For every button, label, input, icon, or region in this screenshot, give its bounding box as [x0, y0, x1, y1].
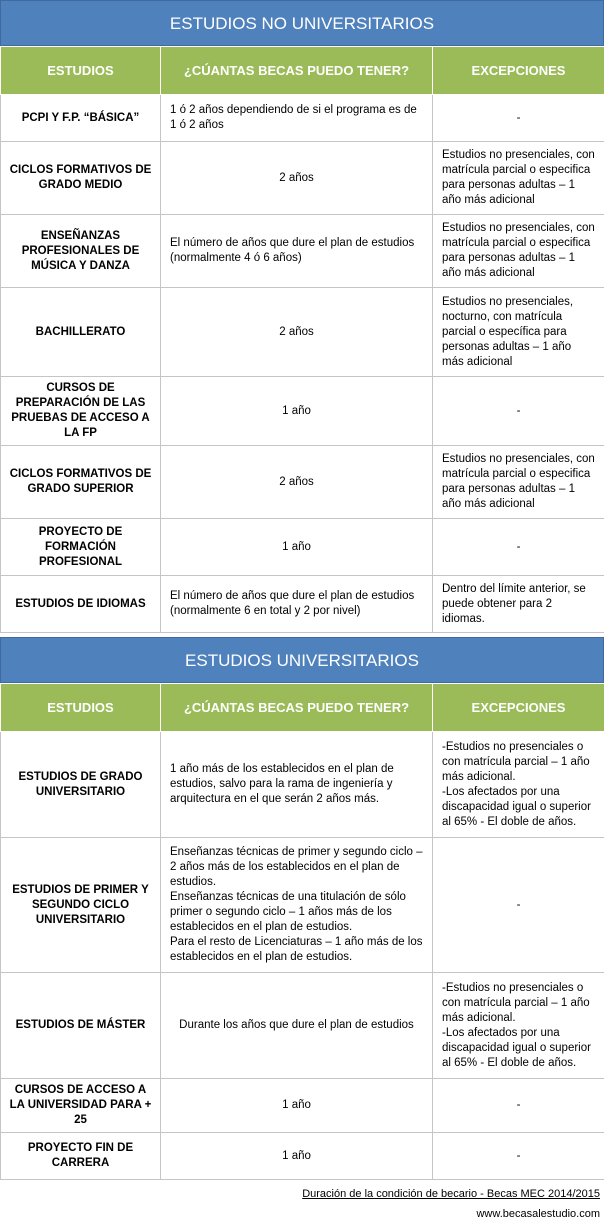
- excepciones-cell: -: [433, 377, 604, 446]
- becas-cell: 1 año: [161, 519, 433, 576]
- footer-caption: Duración de la condición de becario - Becas MEC 2014/2015: [302, 1188, 600, 1200]
- footer: [0, 1180, 604, 1228]
- excepciones-cell: Estudios no presenciales, con matrícula parcial o especifica para personas adultas – 1 año más adicional: [433, 215, 604, 288]
- table-row: [1, 732, 604, 838]
- table-row: [1, 215, 604, 288]
- estudio-cell: CURSOS DE PREPARACIÓN DE LAS PRUEBAS DE ACCESO A LA FP: [1, 377, 161, 446]
- becas-cell: 2 años: [161, 288, 433, 377]
- estudio-cell: BACHILLERATO: [1, 288, 161, 377]
- table-row: [1, 446, 604, 519]
- estudio-cell: PROYECTO DE FORMACIÓN PROFESIONAL: [1, 519, 161, 576]
- excepciones-cell: Estudios no presenciales, nocturno, con matrícula parcial o específica para personas adultas – 1 año más adicional: [433, 288, 604, 377]
- estudio-cell: ESTUDIOS DE MÁSTER: [1, 973, 161, 1079]
- table-row: [1, 377, 604, 446]
- excepciones-cell: -: [433, 519, 604, 576]
- header-estudios: ESTUDIOS: [1, 47, 161, 95]
- section-title-universitarios: ESTUDIOS UNIVERSITARIOS: [0, 637, 604, 683]
- excepciones-cell: -: [433, 1133, 604, 1180]
- becas-cell: 2 años: [161, 142, 433, 215]
- becas-cell: 1 año: [161, 377, 433, 446]
- header-excepciones: EXCEPCIONES: [433, 684, 604, 732]
- excepciones-cell: -: [433, 1079, 604, 1133]
- becas-cell: 1 año: [161, 1079, 433, 1133]
- excepciones-cell: Dentro del límite anterior, se puede obtener para 2 idiomas.: [433, 576, 604, 633]
- table-row: [1, 576, 604, 633]
- excepciones-cell: Estudios no presenciales, con matrícula parcial o especifica para personas adultas – 1 año más adicional: [433, 446, 604, 519]
- becas-cell: El número de años que dure el plan de estudios (normalmente 4 ó 6 años): [161, 215, 433, 288]
- excepciones-cell: -: [433, 838, 604, 973]
- estudio-cell: ESTUDIOS DE PRIMER Y SEGUNDO CICLO UNIVERSITARIO: [1, 838, 161, 973]
- footer-website: www.becasalestudio.com: [476, 1208, 600, 1220]
- table-row: [1, 838, 604, 973]
- excepciones-cell: Estudios no presenciales, con matrícula parcial o especifica para personas adultas – 1 año más adicional: [433, 142, 604, 215]
- table-universitarios: [0, 683, 604, 1180]
- estudio-cell: PROYECTO FIN DE CARRERA: [1, 1133, 161, 1180]
- excepciones-cell: -: [433, 95, 604, 142]
- header-becas: ¿CÚANTAS BECAS PUEDO TENER?: [161, 47, 433, 95]
- estudio-cell: ESTUDIOS DE GRADO UNIVERSITARIO: [1, 732, 161, 838]
- becas-cell: Enseñanzas técnicas de primer y segundo ciclo – 2 años más de los establecidos en el plan de estudios. Enseñanzas técnicas de una titulación de sólo primer o segundo ciclo – 1 años más de los establecidos en el plan de estudios. Para el resto de Licenciaturas – 1 año más de los establecidos en el plan de estudios.: [161, 838, 433, 973]
- header-row: [1, 684, 604, 732]
- section-title-no-universitarios: ESTUDIOS NO UNIVERSITARIOS: [0, 0, 604, 46]
- table-row: [1, 1133, 604, 1180]
- table-row: [1, 973, 604, 1079]
- table-row: [1, 519, 604, 576]
- table-row: [1, 142, 604, 215]
- estudio-cell: ESTUDIOS DE IDIOMAS: [1, 576, 161, 633]
- becas-cell: 1 ó 2 años dependiendo de si el programa es de 1 ó 2 años: [161, 95, 433, 142]
- header-becas: ¿CÚANTAS BECAS PUEDO TENER?: [161, 684, 433, 732]
- becas-cell: 1 año más de los establecidos en el plan de estudios, salvo para la rama de ingeniería y arquitectura en el que serán 2 años más.: [161, 732, 433, 838]
- header-excepciones: EXCEPCIONES: [433, 47, 604, 95]
- excepciones-cell: -Estudios no presenciales o con matrícula parcial – 1 año más adicional. -Los afectados por una discapacidad igual o superior al 65% - El doble de años.: [433, 732, 604, 838]
- estudio-cell: CICLOS FORMATIVOS DE GRADO MEDIO: [1, 142, 161, 215]
- table-row: [1, 288, 604, 377]
- table-row: [1, 95, 604, 142]
- header-estudios: ESTUDIOS: [1, 684, 161, 732]
- table-row: [1, 1079, 604, 1133]
- becas-cell: 1 año: [161, 1133, 433, 1180]
- becas-cell: 2 años: [161, 446, 433, 519]
- estudio-cell: PCPI Y F.P. “BÁSICA”: [1, 95, 161, 142]
- excepciones-cell: -Estudios no presenciales o con matrícula parcial – 1 año más adicional. -Los afectados por una discapacidad igual o superior al 65% - El doble de años.: [433, 973, 604, 1079]
- table-no-universitarios: [0, 46, 604, 633]
- estudio-cell: CICLOS FORMATIVOS DE GRADO SUPERIOR: [1, 446, 161, 519]
- becas-cell: El número de años que dure el plan de estudios (normalmente 6 en total y 2 por nivel): [161, 576, 433, 633]
- estudio-cell: ENSEÑANZAS PROFESIONALES DE MÚSICA Y DANZA: [1, 215, 161, 288]
- header-row: [1, 47, 604, 95]
- becas-cell: Durante los años que dure el plan de estudios: [161, 973, 433, 1079]
- estudio-cell: CURSOS DE ACCESO A LA UNIVERSIDAD PARA + 25: [1, 1079, 161, 1133]
